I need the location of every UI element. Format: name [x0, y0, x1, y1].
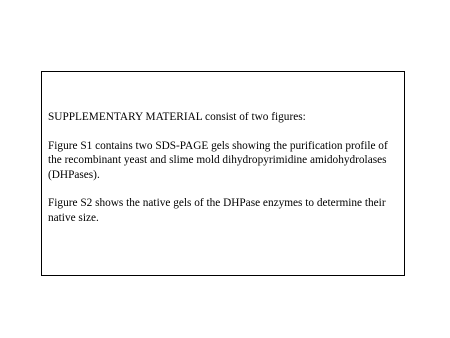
figure-s1-paragraph: Figure S1 contains two SDS-PAGE gels showing the purification profile of the recombinant yeast and slime mold dihydropyrimidine amidohydrolases (DHPases).	[48, 139, 388, 181]
intro-paragraph: SUPPLEMENTARY MATERIAL consist of two figures:	[48, 111, 306, 123]
document-body	[48, 110, 400, 225]
figure-s2-paragraph: Figure S2 shows the native gels of the DHPase enzymes to determine their native size.	[48, 197, 386, 224]
document-frame	[41, 71, 405, 276]
paragraph-spacer	[48, 124, 400, 138]
paragraph-spacer	[48, 182, 400, 196]
